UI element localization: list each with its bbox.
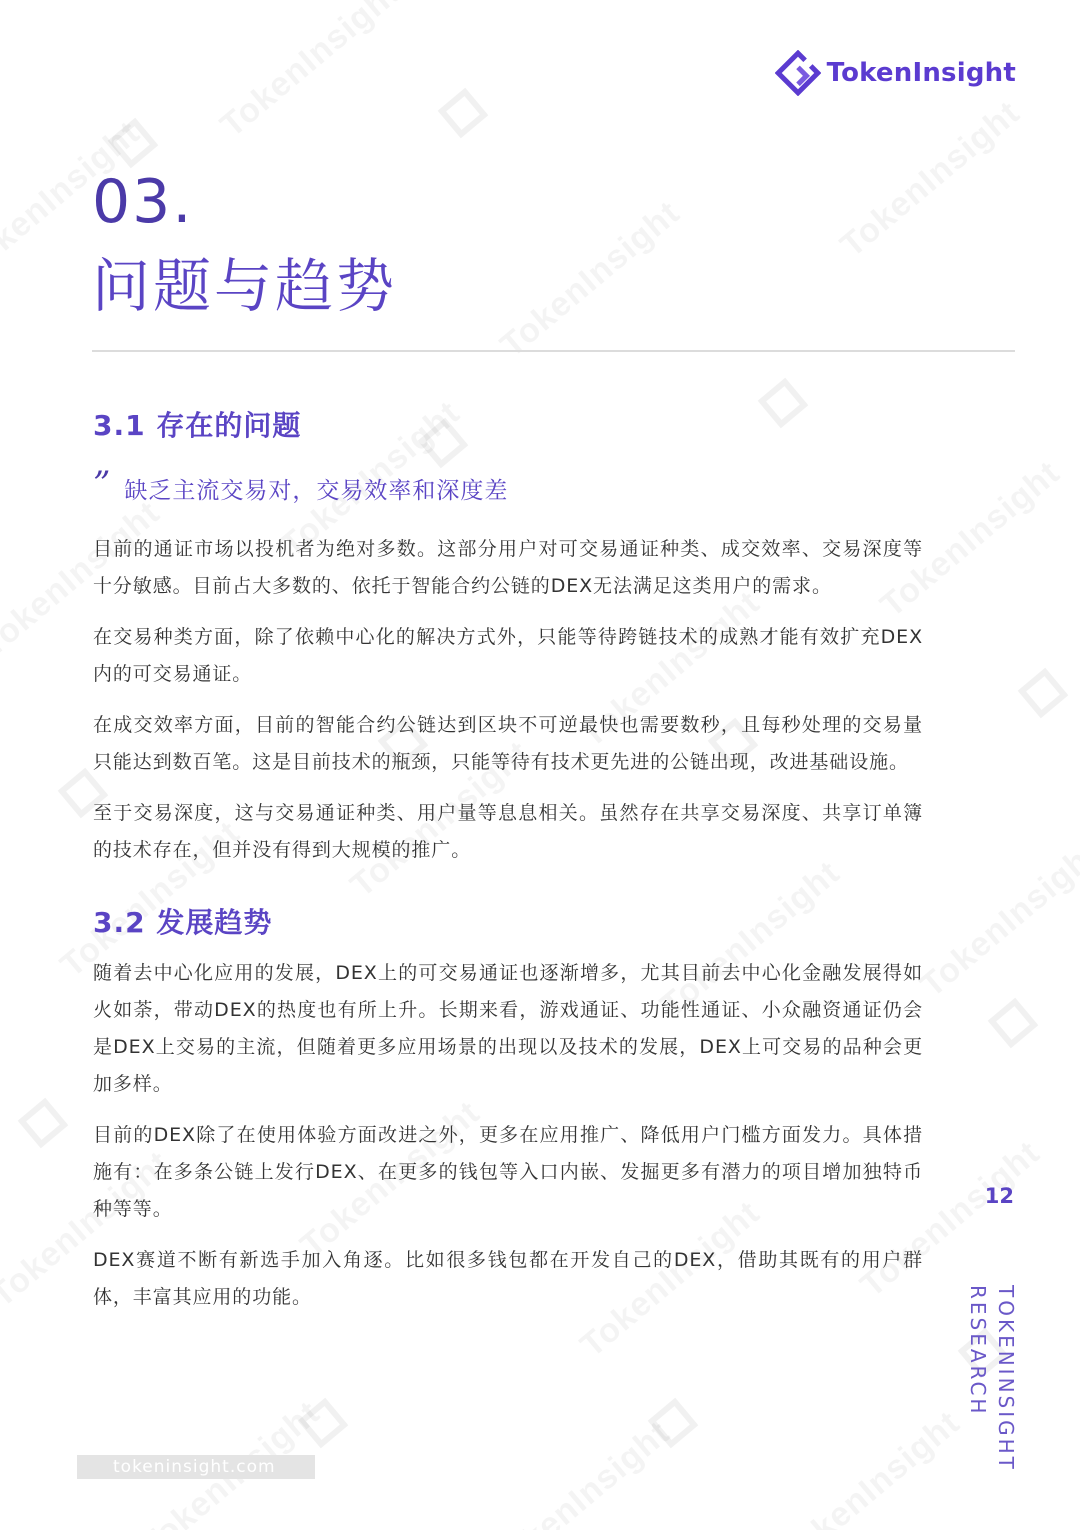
title-divider bbox=[92, 350, 1015, 352]
pull-quote-text: 缺乏主流交易对，交易效率和深度差 bbox=[124, 478, 509, 504]
vertical-brand-label bbox=[966, 1285, 1018, 1472]
main-content bbox=[93, 402, 923, 1330]
watermark-logo-icon bbox=[641, 1391, 706, 1456]
watermark-text bbox=[483, 1414, 677, 1530]
watermark-logo-icon bbox=[981, 991, 1046, 1056]
footer-url[interactable]: tokeninsight.com bbox=[77, 1455, 315, 1479]
pull-quote bbox=[93, 463, 923, 505]
paragraph: 在成交效率方面，目前的智能合约公链达到区块不可逆最快也需要数秒，且每秒处理的交易量只能达到数百笔。这是目前技术的瓶颈，只能等待有技术更先进的公链出现，改进基础设施。 bbox=[93, 714, 923, 773]
watermark-text bbox=[833, 94, 1027, 266]
paragraph: 至于交易深度，这与交易通证种类、用户量等息息相关。虽然存在共享交易深度、共享订单簿的技术存在，但并没有得到大规模的推广。 bbox=[93, 802, 923, 861]
tokeninsight-logo-icon bbox=[775, 50, 821, 96]
watermark-text bbox=[213, 0, 407, 145]
brand-name: TokenInsight bbox=[826, 58, 1016, 88]
brand-logo bbox=[775, 50, 1016, 96]
vertical-brand-line1: TOKENINSIGHT bbox=[994, 1285, 1018, 1472]
chapter-number: 03. bbox=[92, 167, 194, 237]
watermark-text bbox=[773, 1404, 967, 1530]
paragraph: DEX赛道不断有新选手加入角逐。比如很多钱包都在开发自己的DEX，借助其既有的用户群体，丰富其应用的功能。 bbox=[93, 1249, 923, 1308]
section-title-trends: 3.2 发展趋势 bbox=[93, 906, 273, 939]
paragraph: 目前的DEX除了在使用体验方面改进之外，更多在应用推广、降低用户门槛方面发力。具体措施有：在多条公链上发行DEX、在更多的钱包等入口内嵌、发掘更多有潜力的项目增加独特币种等等。 bbox=[93, 1124, 923, 1220]
paragraph: 随着去中心化应用的发展，DEX上的可交易通证也逐渐增多，尤其目前去中心化金融发展得如火如荼，带动DEX的热度也有所上升。长期来看，游戏通证、功能性通证、小众融资通证仍会是DEX上交易的主流，但随着更多应用场景的出现以及技术的发展，DEX上可交易的品种会更加多样。 bbox=[93, 962, 923, 1095]
watermark-logo-icon bbox=[431, 81, 496, 146]
chapter-title: 问题与趋势 bbox=[92, 252, 398, 320]
quote-mark-icon: ” bbox=[93, 463, 111, 504]
watermark-text bbox=[913, 834, 1080, 1006]
watermark-text bbox=[493, 194, 687, 366]
paragraph: 在交易种类方面，除了依赖中心化的解决方式外，只能等待跨链技术的成熟才能有效扩充DEX内的可交易通证。 bbox=[93, 626, 923, 685]
watermark-logo-icon bbox=[1011, 661, 1076, 726]
watermark-logo-icon bbox=[11, 1091, 76, 1156]
page-number: 12 bbox=[984, 1184, 1014, 1208]
paragraph: 目前的通证市场以投机者为绝对多数。这部分用户对可交易通证种类、成交效率、交易深度等十分敏感。目前占大多数的、依托于智能合约公链的DEX无法满足这类用户的需求。 bbox=[93, 538, 923, 597]
section-title-problems: 3.1 存在的问题 bbox=[93, 409, 302, 442]
watermark-logo-icon bbox=[291, 1391, 356, 1456]
vertical-brand-line2: RESEARCH bbox=[966, 1285, 990, 1417]
